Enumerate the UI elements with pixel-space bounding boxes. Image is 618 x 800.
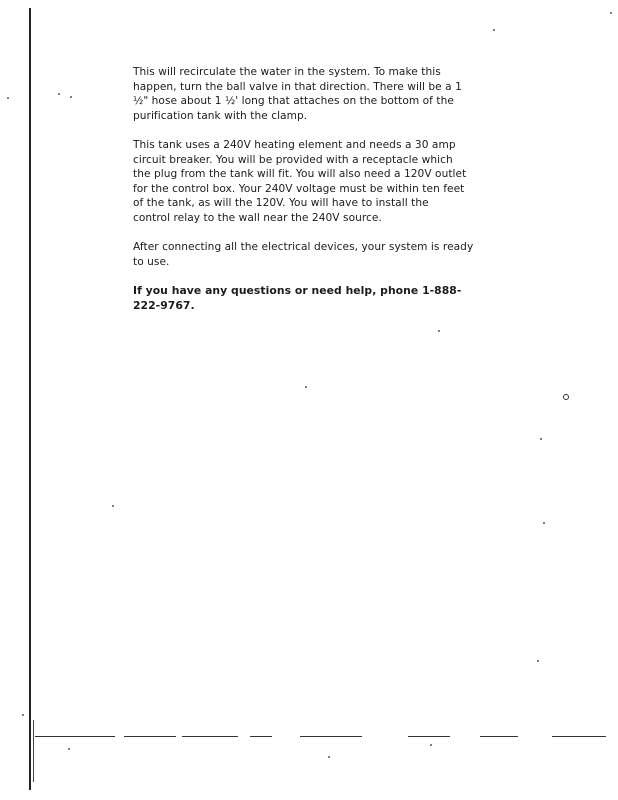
paragraph-heating-element: This tank uses a 240V heating element and needs a 30 amp circuit breaker. You will be provided with a receptacle which the plug from the tank will fit. You will also need a 120V outlet for the control box. Your 240V voltage must be within ten feet of the tank, as will the 120V. You will have to install the control relay to the wall near the 240V source.: [133, 138, 467, 224]
bottom-rule-segment: [300, 736, 362, 737]
bottom-rule-segment: [250, 736, 272, 737]
page-left-border: [29, 8, 31, 790]
scan-speck: [112, 505, 114, 507]
bottom-rule-segment: [408, 736, 450, 737]
scan-speck: [7, 97, 9, 99]
scan-speck: [438, 330, 440, 332]
scan-speck: [610, 12, 612, 14]
scan-ring-mark: [563, 394, 569, 400]
paragraph-ready-to-use: After connecting all the electrical devices, your system is ready to use.: [133, 241, 474, 268]
bottom-rule-segment: [480, 736, 518, 737]
paragraph-recirculation: This will recirculate the water in the system. To make this happen, turn the ball valve in that direction. There will be a 1 ½" hose about 1 ½' long that attaches on the bottom of the purification tank with the clamp.: [133, 66, 462, 122]
instruction-text-block: [133, 65, 525, 313]
bottom-rule-segment: [124, 736, 176, 737]
bottom-rule-segment: [35, 736, 115, 737]
bottom-rule-segment: [182, 736, 238, 737]
scan-speck: [70, 96, 72, 98]
scan-speck: [22, 714, 24, 716]
scan-speck: [58, 93, 60, 95]
scan-speck: [537, 660, 539, 662]
help-phone-notice: If you have any questions or need help, phone 1-888- 222-9767.: [133, 283, 462, 312]
page-left-border-mark: [33, 720, 34, 782]
scan-speck: [543, 522, 545, 524]
bottom-rule-segment: [552, 736, 606, 737]
scan-speck: [540, 438, 542, 440]
scan-speck: [328, 756, 330, 758]
scan-speck: [430, 744, 432, 746]
scan-speck: [68, 748, 70, 750]
scan-speck: [305, 386, 307, 388]
scan-speck: [493, 29, 495, 31]
